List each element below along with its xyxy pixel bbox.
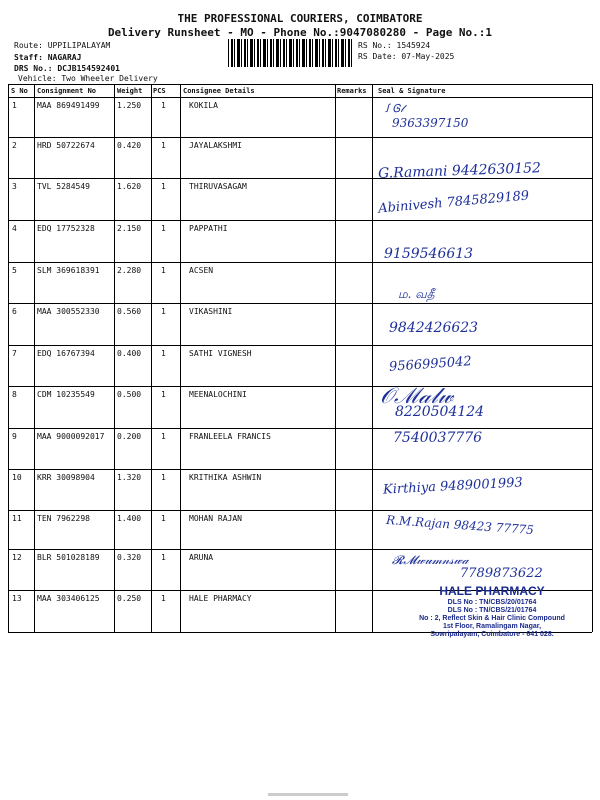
row-consignment: HRD 50722674 — [37, 141, 95, 150]
signature-10: Kirthiya 9489001993 — [382, 475, 524, 498]
signature-11: R.M.Rajan 98423 77775 — [385, 512, 535, 538]
row-consignee: MOHAN RAJAN — [189, 514, 242, 523]
row-consignment: TEN 7962298 — [37, 514, 90, 523]
row-serial: 11 — [12, 514, 22, 523]
runsheet-subtitle: Delivery Runsheet - MO - Phone No.:9047080280 - Page No.:1 — [107, 26, 493, 39]
row-weight: 2.150 — [117, 224, 142, 233]
row-weight: 1.250 — [117, 101, 142, 110]
row-consignment: BLR 501028189 — [37, 553, 100, 562]
row-pieces: 1 — [161, 349, 166, 358]
column-header: Consignee Details — [183, 87, 255, 95]
signature-12: 7789873622 — [460, 566, 543, 581]
row-serial: 7 — [12, 349, 17, 358]
table-rule — [8, 345, 592, 346]
table-column-line — [372, 84, 373, 632]
row-pieces: 1 — [161, 390, 166, 399]
row-serial: 3 — [12, 182, 17, 191]
row-consignee: FRANLEELA FRANCIS — [189, 432, 271, 441]
row-weight: 1.320 — [117, 473, 142, 482]
stamp-title: HALE PHARMACY — [439, 584, 545, 598]
drs-number: DRS No.: DCJB154592401 — [14, 64, 120, 73]
table-rule — [8, 84, 592, 85]
signature-1: 9363397150 — [392, 116, 469, 130]
row-weight: 0.500 — [117, 390, 142, 399]
company-title: THE PROFESSIONAL COURIERS, COIMBATORE — [177, 12, 423, 25]
table-column-line — [335, 84, 336, 632]
row-consignee: JAYALAKSHMI — [189, 141, 242, 150]
row-serial: 5 — [12, 266, 17, 275]
row-serial: 6 — [12, 307, 17, 316]
barcode — [228, 39, 352, 67]
row-weight: 2.280 — [117, 266, 142, 275]
row-pieces: 1 — [161, 182, 166, 191]
table-column-line — [151, 84, 152, 632]
row-weight: 0.200 — [117, 432, 142, 441]
row-pieces: 1 — [161, 432, 166, 441]
table-rule — [8, 97, 592, 98]
row-serial: 10 — [12, 473, 22, 482]
row-consignment: MAA 869491499 — [37, 101, 100, 110]
row-serial: 8 — [12, 390, 17, 399]
row-consignee: ARUNA — [189, 553, 214, 562]
rs-date: RS Date: 07-May-2025 — [358, 52, 455, 61]
vehicle-label: Vehicle: Two Wheeler Delivery — [18, 74, 158, 83]
row-consignee: HALE PHARMACY — [189, 594, 252, 603]
row-weight: 0.560 — [117, 307, 142, 316]
row-consignment: EDQ 17752328 — [37, 224, 95, 233]
row-consignment: MAA 9000092017 — [37, 432, 105, 441]
column-header: Weight — [117, 87, 143, 95]
row-consignment: TVL 5284549 — [37, 182, 90, 191]
row-serial: 12 — [12, 553, 22, 562]
signature-2: G.Ramani 9442630152 — [377, 160, 542, 182]
row-consignee: MEENALOCHINI — [189, 390, 247, 399]
table-rule — [8, 220, 592, 221]
row-serial: 9 — [12, 432, 17, 441]
signature-9: 7540037776 — [393, 430, 483, 446]
signature-mark-8: 𝒪ℳ𝒶𝓁𝓌 — [380, 384, 454, 409]
rs-number: RS No.: 1545924 — [358, 41, 431, 50]
stamp-line: No : 2, Reflect Skin & Hair Clinic Compound — [419, 614, 565, 622]
table-rule — [8, 137, 592, 138]
stamp-line: DLS No : TN/CBS/20/01764 — [447, 598, 537, 606]
row-weight: 0.420 — [117, 141, 142, 150]
row-weight: 0.320 — [117, 553, 142, 562]
signature-7: 9566995042 — [388, 354, 473, 375]
table-column-line — [180, 84, 181, 632]
row-consignee: THIRUVASAGAM — [189, 182, 247, 191]
row-consignment: SLM 369618391 — [37, 266, 100, 275]
row-consignment: KRR 30098904 — [37, 473, 95, 482]
row-serial: 4 — [12, 224, 17, 233]
column-header: Remarks — [337, 87, 367, 95]
row-pieces: 1 — [161, 266, 166, 275]
stamp-line: 1st Floor, Ramalingam Nagar, — [442, 622, 542, 630]
table-rule — [8, 178, 592, 179]
row-consignment: MAA 300552330 — [37, 307, 100, 316]
signature-8: 8220504124 — [395, 404, 485, 420]
table-column-line — [34, 84, 35, 632]
staff-label: Staff: NAGARAJ — [14, 53, 82, 62]
row-serial: 1 — [12, 101, 17, 110]
row-serial: 13 — [12, 594, 22, 603]
row-consignment: CDM 10235549 — [37, 390, 95, 399]
row-consignee: KOKILA — [189, 101, 218, 110]
footer-mark — [268, 793, 348, 796]
row-weight: 1.400 — [117, 514, 142, 523]
column-header: Seal & Signature — [378, 87, 446, 95]
row-pieces: 1 — [161, 514, 166, 523]
row-pieces: 1 — [161, 473, 166, 482]
stamp-line: Sowripalayam, Coimbatore - 641 028. — [430, 630, 554, 638]
table-rule — [8, 510, 592, 511]
row-pieces: 1 — [161, 594, 166, 603]
row-consignee: KRITHIKA ASHWIN — [189, 473, 262, 482]
table-column-line — [592, 84, 593, 632]
column-header: S No — [11, 87, 28, 95]
signature-mark-1: ꭍ Ꮆ𝓉 — [385, 102, 404, 115]
row-weight: 0.400 — [117, 349, 142, 358]
row-weight: 0.250 — [117, 594, 142, 603]
table-rule — [8, 386, 592, 387]
table-rule — [8, 549, 592, 550]
column-header: Consignment No — [37, 87, 97, 95]
signature-6: 9842426623 — [389, 320, 479, 336]
row-consignee: PAPPATHI — [189, 224, 228, 233]
row-weight: 1.620 — [117, 182, 142, 191]
signature-4: 9159546613 — [384, 246, 474, 262]
row-consignment: EDQ 16767394 — [37, 349, 95, 358]
table-column-line — [114, 84, 115, 632]
table-rule — [8, 262, 592, 263]
stamp-line: DLS No : TN/CBS/21/01764 — [447, 606, 537, 614]
row-pieces: 1 — [161, 101, 166, 110]
row-consignment: MAA 303406125 — [37, 594, 100, 603]
table-rule — [8, 428, 592, 429]
pharmacy-stamp — [392, 585, 592, 639]
route-label: Route: UPPILIPALAYAM — [14, 41, 111, 50]
row-pieces: 1 — [161, 141, 166, 150]
signature-mark-12: 𝓡𝓜𝓌𝓊𝓂𝓃𝓈𝓌𝒶 — [392, 553, 469, 567]
table-rule — [8, 469, 592, 470]
column-header: PCS — [153, 87, 166, 95]
row-pieces: 1 — [161, 307, 166, 316]
row-pieces: 1 — [161, 224, 166, 233]
row-consignee: ACSEN — [189, 266, 214, 275]
signature-mark-5: ம. வதீ — [398, 287, 435, 301]
table-column-line — [8, 84, 9, 632]
signature-3: Abinivesh 7845829189 — [377, 188, 530, 217]
row-serial: 2 — [12, 141, 17, 150]
row-consignee: SATHI VIGNESH — [189, 349, 252, 358]
table-rule — [8, 303, 592, 304]
row-consignee: VIKASHINI — [189, 307, 233, 316]
row-pieces: 1 — [161, 553, 166, 562]
